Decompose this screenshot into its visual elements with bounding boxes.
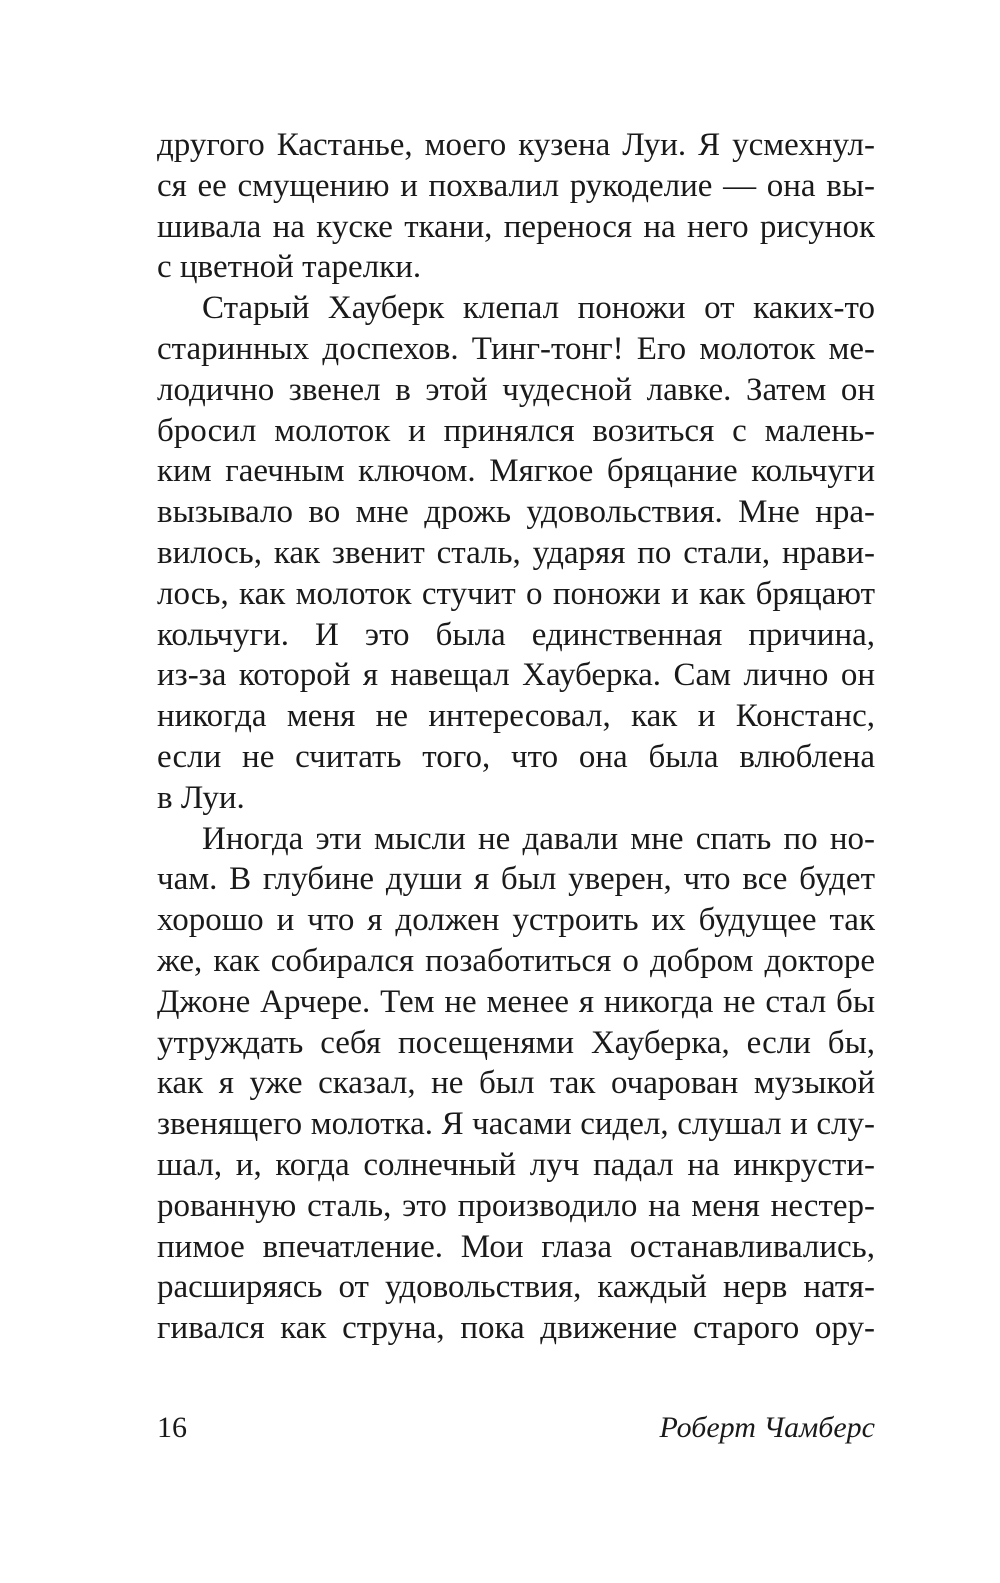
text-line: ким гаечным ключом. Мягкое бряцание кольчуги bbox=[157, 453, 875, 490]
text-line: кольчуги. И это была единственная причина, bbox=[157, 616, 875, 653]
text-line: другого Кастанье, моего кузена Луи. Я усмехнул- bbox=[157, 127, 875, 163]
paragraph-end-line: в Луи. bbox=[157, 779, 245, 816]
text-line: как я уже сказал, не был так очарован музыкой bbox=[157, 1065, 875, 1102]
text-line: расширяясь от удовольствия, каждый нерв натя- bbox=[157, 1269, 875, 1306]
running-head-author: Роберт Чамберс bbox=[659, 1411, 875, 1444]
paragraph-end-line: с цветной тарелки. bbox=[157, 249, 422, 286]
page-body bbox=[157, 125, 875, 1349]
text-line: лось, как молоток стучит о поножи и как бряцают bbox=[157, 575, 875, 612]
text-line: вилось, как звенит сталь, ударяя по стали, нрави- bbox=[157, 534, 875, 571]
paragraph-first-line: Иногда эти мысли не давали мне спать по но- bbox=[202, 820, 875, 857]
text-line: старинных доспехов. Тинг-тонг! Его молоток ме- bbox=[157, 330, 875, 367]
text-line: из-за которой я навещал Хауберка. Сам лично он bbox=[157, 657, 875, 694]
text-line: вызывало во мне дрожь удовольствия. Мне нра- bbox=[157, 494, 875, 531]
text-line: ся ее смущению и похвалил рукоделие — она вы- bbox=[157, 167, 875, 204]
text-line: утруждать себя посещенями Хауберка, если бы, bbox=[157, 1024, 875, 1061]
text-line: шивала на куске ткани, перенося на него рисунок bbox=[157, 208, 875, 245]
text-line: лодично звенел в этой чудесной лавке. Затем он bbox=[157, 371, 875, 408]
text-line: звенящего молотка. Я часами сидел, слушал и слу- bbox=[157, 1106, 875, 1143]
text-line: пимое впечатление. Мои глаза останавливались, bbox=[157, 1228, 875, 1265]
page-number: 16 bbox=[157, 1411, 187, 1444]
text-line: никогда меня не интересовал, как и Констанс, bbox=[157, 698, 875, 735]
text-line: рованную сталь, это производило на меня нестер- bbox=[157, 1187, 875, 1224]
text-line: если не считать того, что она была влюблена bbox=[157, 738, 875, 775]
text-line: же, как собирался позаботиться о добром докторе bbox=[157, 942, 875, 979]
text-line: хорошо и что я должен устроить их будущее так bbox=[157, 902, 875, 939]
text-line: шал, и, когда солнечный луч падал на инкрусти- bbox=[157, 1146, 875, 1183]
text-line: бросил молоток и принялся возиться с малень- bbox=[157, 412, 875, 449]
page-footer bbox=[157, 1408, 875, 1448]
paragraph-first-line: Старый Хауберк клепал поножи от каких-то bbox=[202, 290, 875, 327]
text-line: гивался как струна, пока движение старого ору- bbox=[157, 1310, 875, 1347]
text-line: Джоне Арчере. Тем не менее я никогда не стал бы bbox=[157, 983, 875, 1020]
text-line: чам. В глубине души я был уверен, что все будет bbox=[157, 861, 875, 898]
